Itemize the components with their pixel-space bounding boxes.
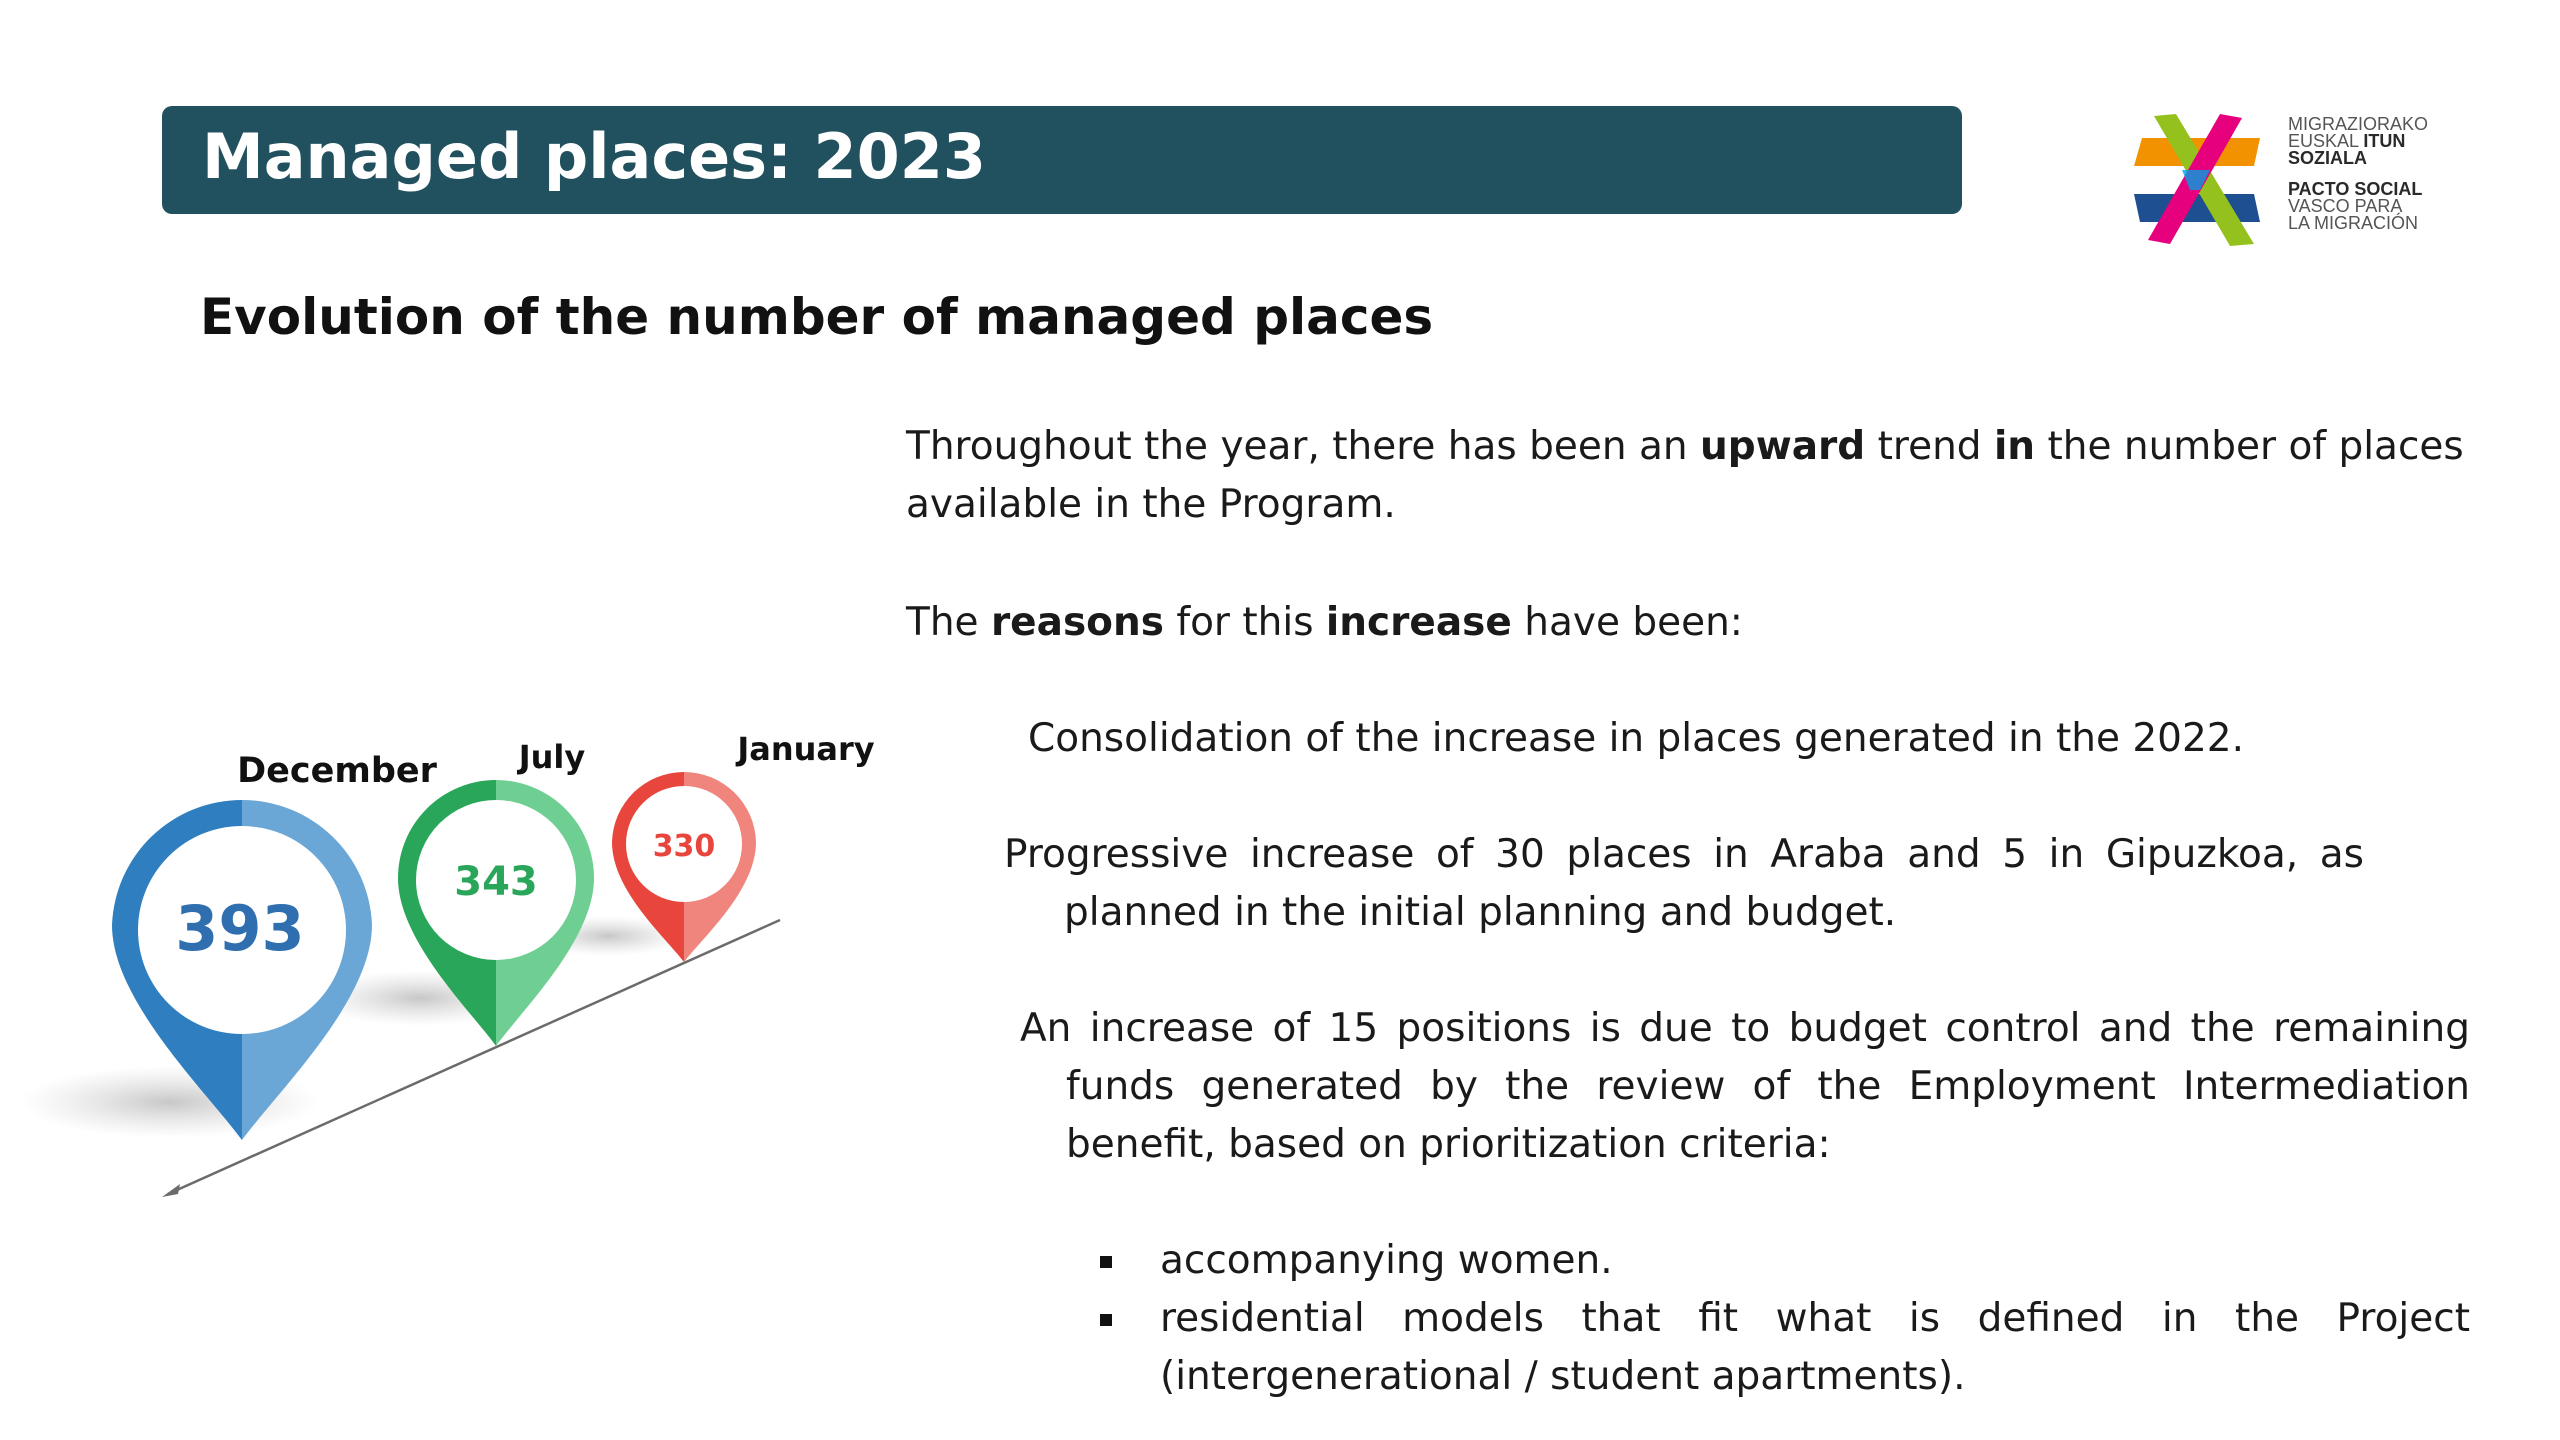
criteria-list: [1100, 1232, 2470, 1406]
reasons-intro: The reasons for this increase have been:: [906, 600, 1743, 645]
logo-line: LA MIGRACIÓN: [2288, 213, 2419, 233]
logo-line: MIGRAZIORAKO: [2288, 114, 2429, 134]
logo-text: [2288, 116, 2428, 232]
pin-month-label: July: [518, 738, 586, 776]
logo-line: VASCO PARA: [2288, 196, 2403, 216]
list-item: accompanying women.: [1100, 1232, 2470, 1290]
pin-value: 343: [454, 859, 538, 905]
intro-paragraph: Throughout the year, there has been an upward trend in the number of places available in the Program.: [906, 424, 2464, 527]
logo-mark-icon: [2130, 110, 2262, 250]
reason-item: Consolidation of the increase in places generated in the 2022.: [1028, 716, 2245, 761]
bullet-square-icon: [1100, 1314, 1112, 1326]
reason-item: An increase of 15 positions is due to budget control and the remaining funds generated by the review of the Employment Intermediation benefit, based on prioritization criteria:: [1020, 1006, 2470, 1167]
pacto-social-logo: [2130, 110, 2450, 260]
logo-line: SOZIALA: [2288, 148, 2367, 168]
logo-line: PACTO SOCIAL: [2288, 179, 2423, 199]
pin-value: 393: [175, 892, 305, 965]
pin-value: 330: [652, 829, 716, 864]
reason-item: Progressive increase of 30 places in Araba and 5 in Gipuzkoa, as planned in the initial planning and budget.: [1004, 832, 2364, 935]
bullet-square-icon: [1100, 1256, 1112, 1268]
places-infographic: [0, 700, 900, 1220]
logo-line: EUSKAL ITUN: [2288, 131, 2406, 151]
pin-month-label: January: [737, 730, 875, 768]
list-item: residential models that fit what is defined in the Project (intergenerational / student apartments).: [1100, 1290, 2470, 1406]
section-subtitle: Evolution of the number of managed places: [200, 288, 1434, 346]
title-bar: [162, 106, 1962, 214]
pin-month-label: December: [237, 751, 437, 791]
page-title: Managed places: 2023: [202, 120, 987, 193]
timeline-arrow-icon: [162, 1184, 180, 1197]
